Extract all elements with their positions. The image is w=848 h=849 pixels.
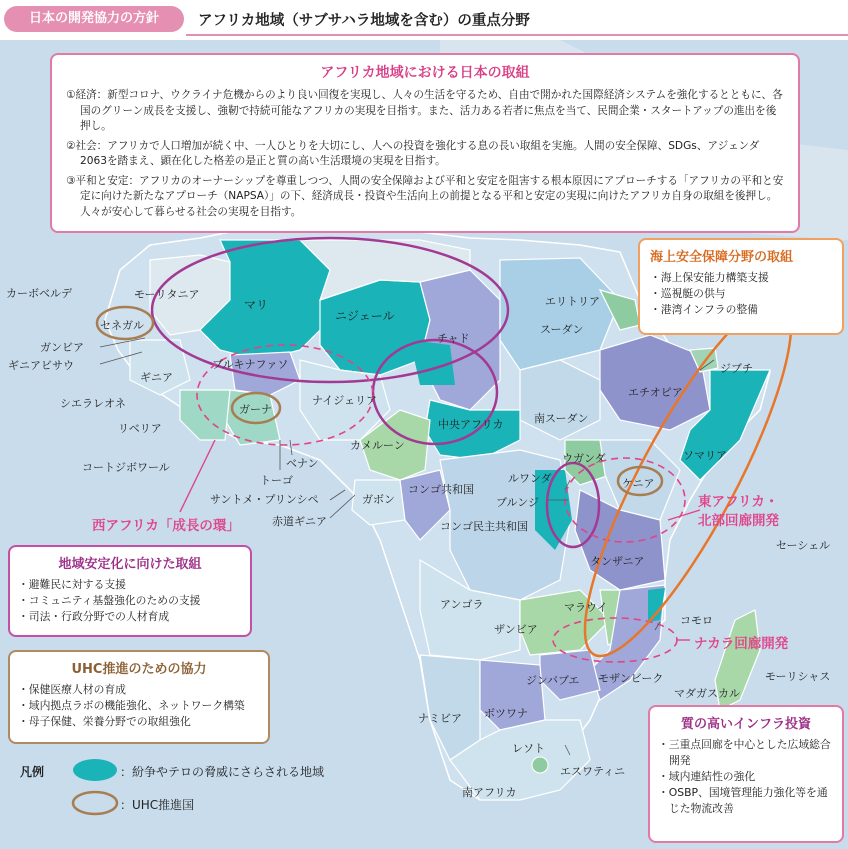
- uhc-item: ・ 保健医療人材の育成: [18, 682, 260, 698]
- uhc-item: ・ 域内拠点ラボの機能強化、ネットワーク構築: [18, 698, 260, 714]
- country-namibia: [420, 655, 480, 760]
- label-djibouti: ジブチ: [720, 362, 753, 375]
- label-tanzania: タンザニア: [590, 555, 645, 568]
- uhc-item: ・ 母子保健、栄養分野での取組強化: [18, 714, 260, 730]
- label-congo: コンゴ共和国: [408, 483, 474, 496]
- society-paragraph: ②社会：アフリカで人口増加が続く中、一人ひとりを大切にし、人への投資を強化する息の長い取組を実施。人間の安全保障、SDGs、アジェンダ2063を踏まえ、顕在化した格差の是正と質の高い生活環境の実現を目指す。: [66, 139, 760, 167]
- label-cameroon: カメルーン: [350, 439, 405, 452]
- maritime-item: ・ 港湾インフラの整備: [650, 302, 832, 318]
- label-mauritius: モーリシャス: [765, 670, 831, 683]
- label-mauritania: モーリタニア: [134, 288, 200, 301]
- legend-title: 凡例: [20, 765, 45, 779]
- west-africa-corridor-label: 西アフリカ「成長の環」: [92, 518, 240, 534]
- label-drc: コンゴ民主共和国: [440, 520, 528, 533]
- infra-item: ・ 三重点回廊を中心とした広域総合開発: [658, 737, 834, 769]
- header: [0, 0, 848, 40]
- label-chad: チャド: [437, 332, 470, 345]
- label-uganda: ウガンダ: [562, 452, 606, 465]
- header-divider: [186, 34, 848, 36]
- label-togo: トーゴ: [260, 474, 293, 487]
- infra-box-title: 質の高いインフラ投資: [680, 717, 811, 732]
- label-sao-tome: サントメ・プリンシペ: [210, 493, 319, 506]
- label-ethiopia: エチオピア: [628, 386, 683, 399]
- stability-item: ・ 避難民に対する支援: [18, 577, 242, 593]
- maritime-security-box: [638, 238, 844, 335]
- peace-paragraph: ③平和と安定：アフリカのオーナーシップを尊重しつつ、人間の安全保障および平和と安定を阻害する根本原因にアプローチする「アフリカの平和と安定に向けた新たなアプローチ（NAPSA）」の下、経済成長・投資や生活向上の前提となる平和と安定の実現に向けたアフリカ自身の取組を後押し。人々が安心して暮らせる社会の実現を目指す。: [66, 174, 784, 218]
- stability-item: ・ コミュニティ基盤強化のための支援: [18, 593, 242, 609]
- label-madagascar: マダガスカル: [674, 687, 740, 700]
- legend-conflict-label: ：紛争やテロの脅威にさらされる地域: [120, 765, 325, 779]
- label-gambia: ガンビア: [40, 341, 84, 354]
- label-south-sudan: 南スーダン: [534, 412, 589, 425]
- label-seychelles: セーシェル: [776, 539, 831, 552]
- east-africa-corridor-label-2: 北部回廊開発: [698, 513, 779, 529]
- label-mali: マリ: [244, 298, 269, 312]
- nacala-corridor-label: ナカラ回廊開発: [694, 636, 789, 652]
- label-eritrea: エリトリア: [545, 295, 600, 308]
- maritime-box-title: 海上安全保障分野の取組: [650, 250, 794, 265]
- economy-paragraph: ①経済：新型コロナ、ウクライナ危機からのより良い回復を実現し、人々の生活を守るため、自由で開かれた国際経済システムを強化するとともに、各国のグリーン成長を支援し、強靭で持続可能なアフリカの実現を目指す。また、活力ある若者に焦点を当て、民間企業・スタートアップの進出を後押し。: [66, 89, 783, 132]
- label-lesotho: レソト: [512, 742, 545, 755]
- label-rwanda: ルワンダ: [508, 472, 552, 485]
- label-somalia: ソマリア: [683, 449, 727, 462]
- legend-uhc-swatch: [73, 792, 117, 814]
- label-cabo-verde: カーボベルデ: [6, 287, 72, 300]
- label-niger: ニジェール: [335, 309, 395, 323]
- stability-box-title: 地域安定化に向けた取組: [58, 557, 202, 572]
- infra-item: ・ OSBP、国境管理能力強化等を通じた物流改善: [658, 785, 834, 817]
- uhc-cooperation-box: [8, 650, 270, 744]
- label-sierra-leone: シエラレオネ: [60, 397, 126, 410]
- maritime-item: ・ 巡視艇の供与: [650, 286, 832, 302]
- label-eq-guinea: 赤道ギニア: [272, 515, 327, 528]
- legend-uhc-label: ：UHC推進国: [120, 798, 195, 812]
- label-car: 中央アフリカ: [438, 418, 504, 431]
- label-comoros: コモロ: [680, 614, 713, 627]
- legend-conflict-swatch: [73, 759, 117, 781]
- label-liberia: リベリア: [118, 422, 162, 435]
- uhc-box-title: UHC推進のための協力: [71, 662, 207, 677]
- label-burundi: ブルンジ: [496, 496, 540, 509]
- label-malawi: マラウイ: [564, 601, 608, 614]
- label-zimbabwe: ジンバブエ: [526, 674, 580, 687]
- header-tag: 日本の開発協力の方針: [4, 6, 184, 32]
- quality-infrastructure-box: [648, 705, 844, 843]
- stability-item: ・ 司法・行政分野での人材育成: [18, 609, 242, 625]
- main-box-title: アフリカ地域における日本の取組: [320, 65, 530, 81]
- label-botswana: ボツワナ: [484, 707, 528, 720]
- label-eswatini: エスワティニ: [560, 765, 626, 778]
- regional-stability-box: [8, 545, 252, 637]
- label-nigeria: ナイジェリア: [312, 394, 378, 407]
- country-lesotho: [532, 757, 548, 773]
- label-burkina-faso: ブルキナファソ: [212, 358, 289, 371]
- east-africa-corridor-label-1: 東アフリカ・: [698, 494, 779, 510]
- leader-sao-tome: [330, 490, 345, 500]
- label-namibia: ナミビア: [418, 712, 462, 725]
- africa-initiatives-box: [50, 53, 800, 233]
- label-cote-divoire: コートジボワール: [82, 461, 170, 474]
- label-mozambique: モザンビーク: [598, 672, 664, 685]
- label-gabon: ガボン: [362, 493, 395, 506]
- label-kenya: ケニア: [622, 477, 655, 490]
- label-benin: ベナン: [286, 457, 319, 470]
- maritime-item: ・ 海上保安能力構築支援: [650, 270, 832, 286]
- label-senegal: セネガル: [100, 319, 144, 332]
- label-south-africa: 南アフリカ: [462, 786, 517, 799]
- label-sudan: スーダン: [540, 323, 584, 336]
- label-angola: アンゴラ: [440, 598, 484, 611]
- page-title: アフリカ地域（サブサハラ地域を含む）の重点分野: [198, 13, 530, 29]
- label-guinea: ギニア: [140, 371, 173, 384]
- leader-eq-guinea: [330, 495, 355, 518]
- infra-item: ・ 域内連結性の強化: [658, 769, 834, 785]
- label-guinea-bissau: ギニアビサウ: [8, 359, 74, 372]
- label-ghana: ガーナ: [239, 403, 272, 416]
- label-zambia: ザンビア: [494, 623, 538, 636]
